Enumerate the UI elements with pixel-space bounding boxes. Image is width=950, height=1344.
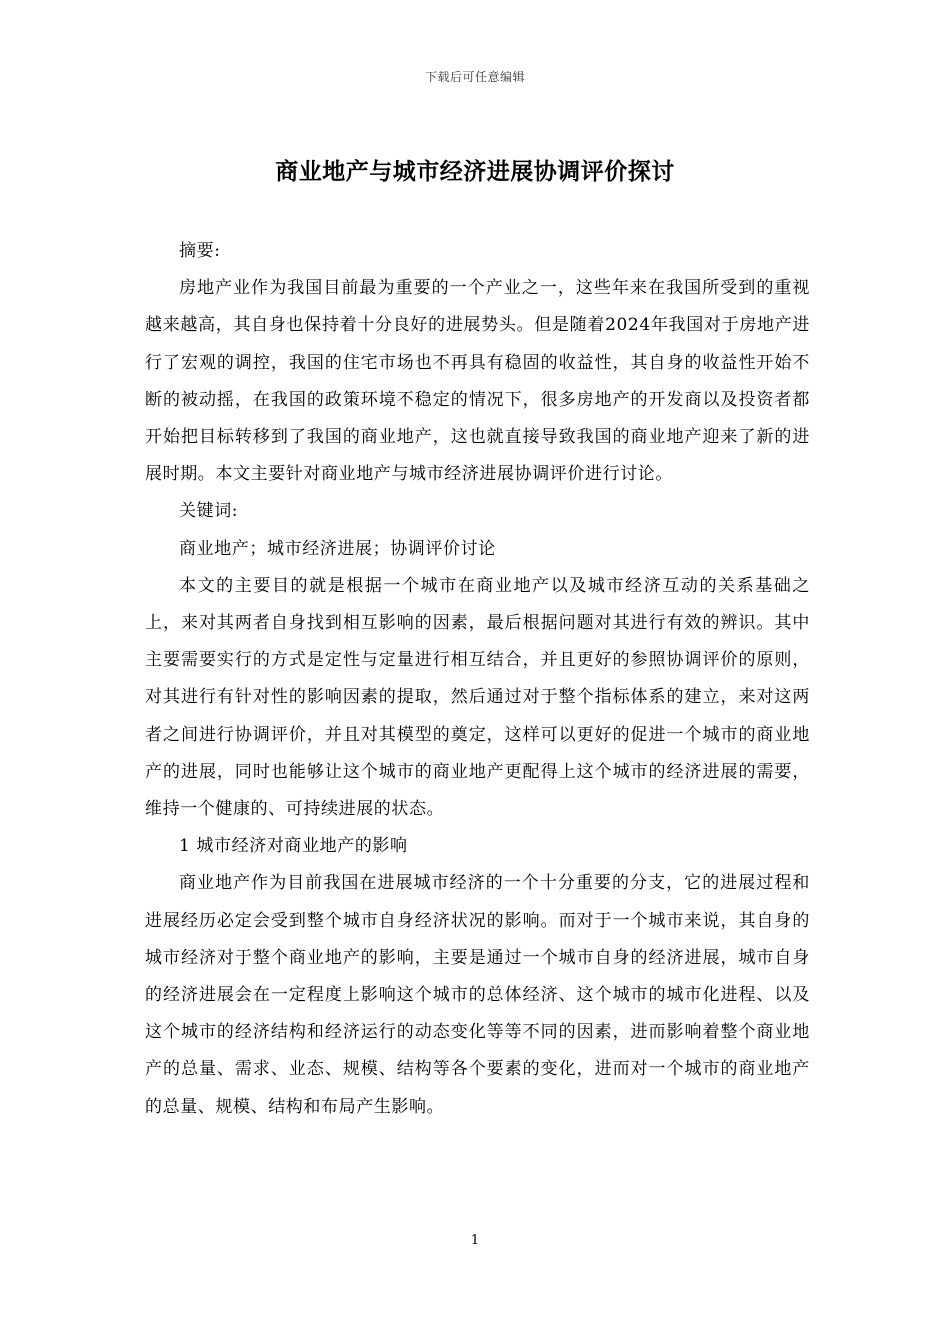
- document-title: 商业地产与城市经济进展协调评价探讨: [275, 158, 675, 185]
- abstract-paragraph: 房地产业作为我国目前最为重要的一个产业之一，这些年来在我国所受到的重视越来越高，其自身也保持着十分良好的进展势头。但是随着2024年我国对于房地产进行了宏观的调控，我国的住宅市场也不再具有稳固的收益性，其自身的收益性开始不断的被动摇，在我国的政策环境不稳定的情况下，很多房地产的开发商以及投资者都开始把目标转移到了我国的商业地产，这也就直接导致我国的商业地产迎来了新的进展时期。本文主要针对商业地产与城市经济进展协调评价进行讨论。: [145, 278, 810, 485]
- abstract-label: 摘要:: [179, 241, 221, 261]
- keywords-label: 关键词:: [179, 501, 239, 522]
- page-number: 1: [470, 1233, 480, 1248]
- section-heading: 1 城市经济对商业地产的影响: [179, 836, 408, 857]
- header-note: 下载后可任意编辑: [424, 70, 525, 84]
- intro-paragraph: 本文的主要目的就是根据一个城市在商业地产以及城市经济互动的关系基础之上，来对其两者自身找到相互影响的因素，最后根据问题对其进行有效的辨识。其中主要需要实行的方式是定性与定量进行相互结合，并且更好的参照协调评价的原则，对其进行有针对性的影响因素的提取，然后通过对于整个指标体系的建立，来对这两者之间进行协调评价，并且对其模型的奠定，这样可以更好的促进一个城市的商业地产的进展，同时也能够让这个城市的商业地产更配得上这个城市的经济进展的需要，维持一个健康的、可持续进展的状态。: [145, 575, 810, 820]
- section-paragraph: 商业地产作为目前我国在进展城市经济的一个十分重要的分支，它的进展过程和进展经历必定会受到整个城市自身经济状况的影响。而对于一个城市来说，其自身的城市经济对于整个商业地产的影响，主要是通过一个城市自身的经济进展，城市自身的经济进展会在一定程度上影响这个城市的总体经济、这个城市的城市化进程、以及这个城市的经济结构和经济运行的动态变化等等不同的因素，进而影响着整个商业地产的总量、需求、业态、规模、结构等各个要素的变化，进而对一个城市的商业地产的总量、规模、结构和布局产生影响。: [145, 873, 810, 1117]
- keywords-text: 商业地产；城市经济进展；协调评价讨论: [179, 538, 496, 559]
- document-body: [145, 233, 810, 1126]
